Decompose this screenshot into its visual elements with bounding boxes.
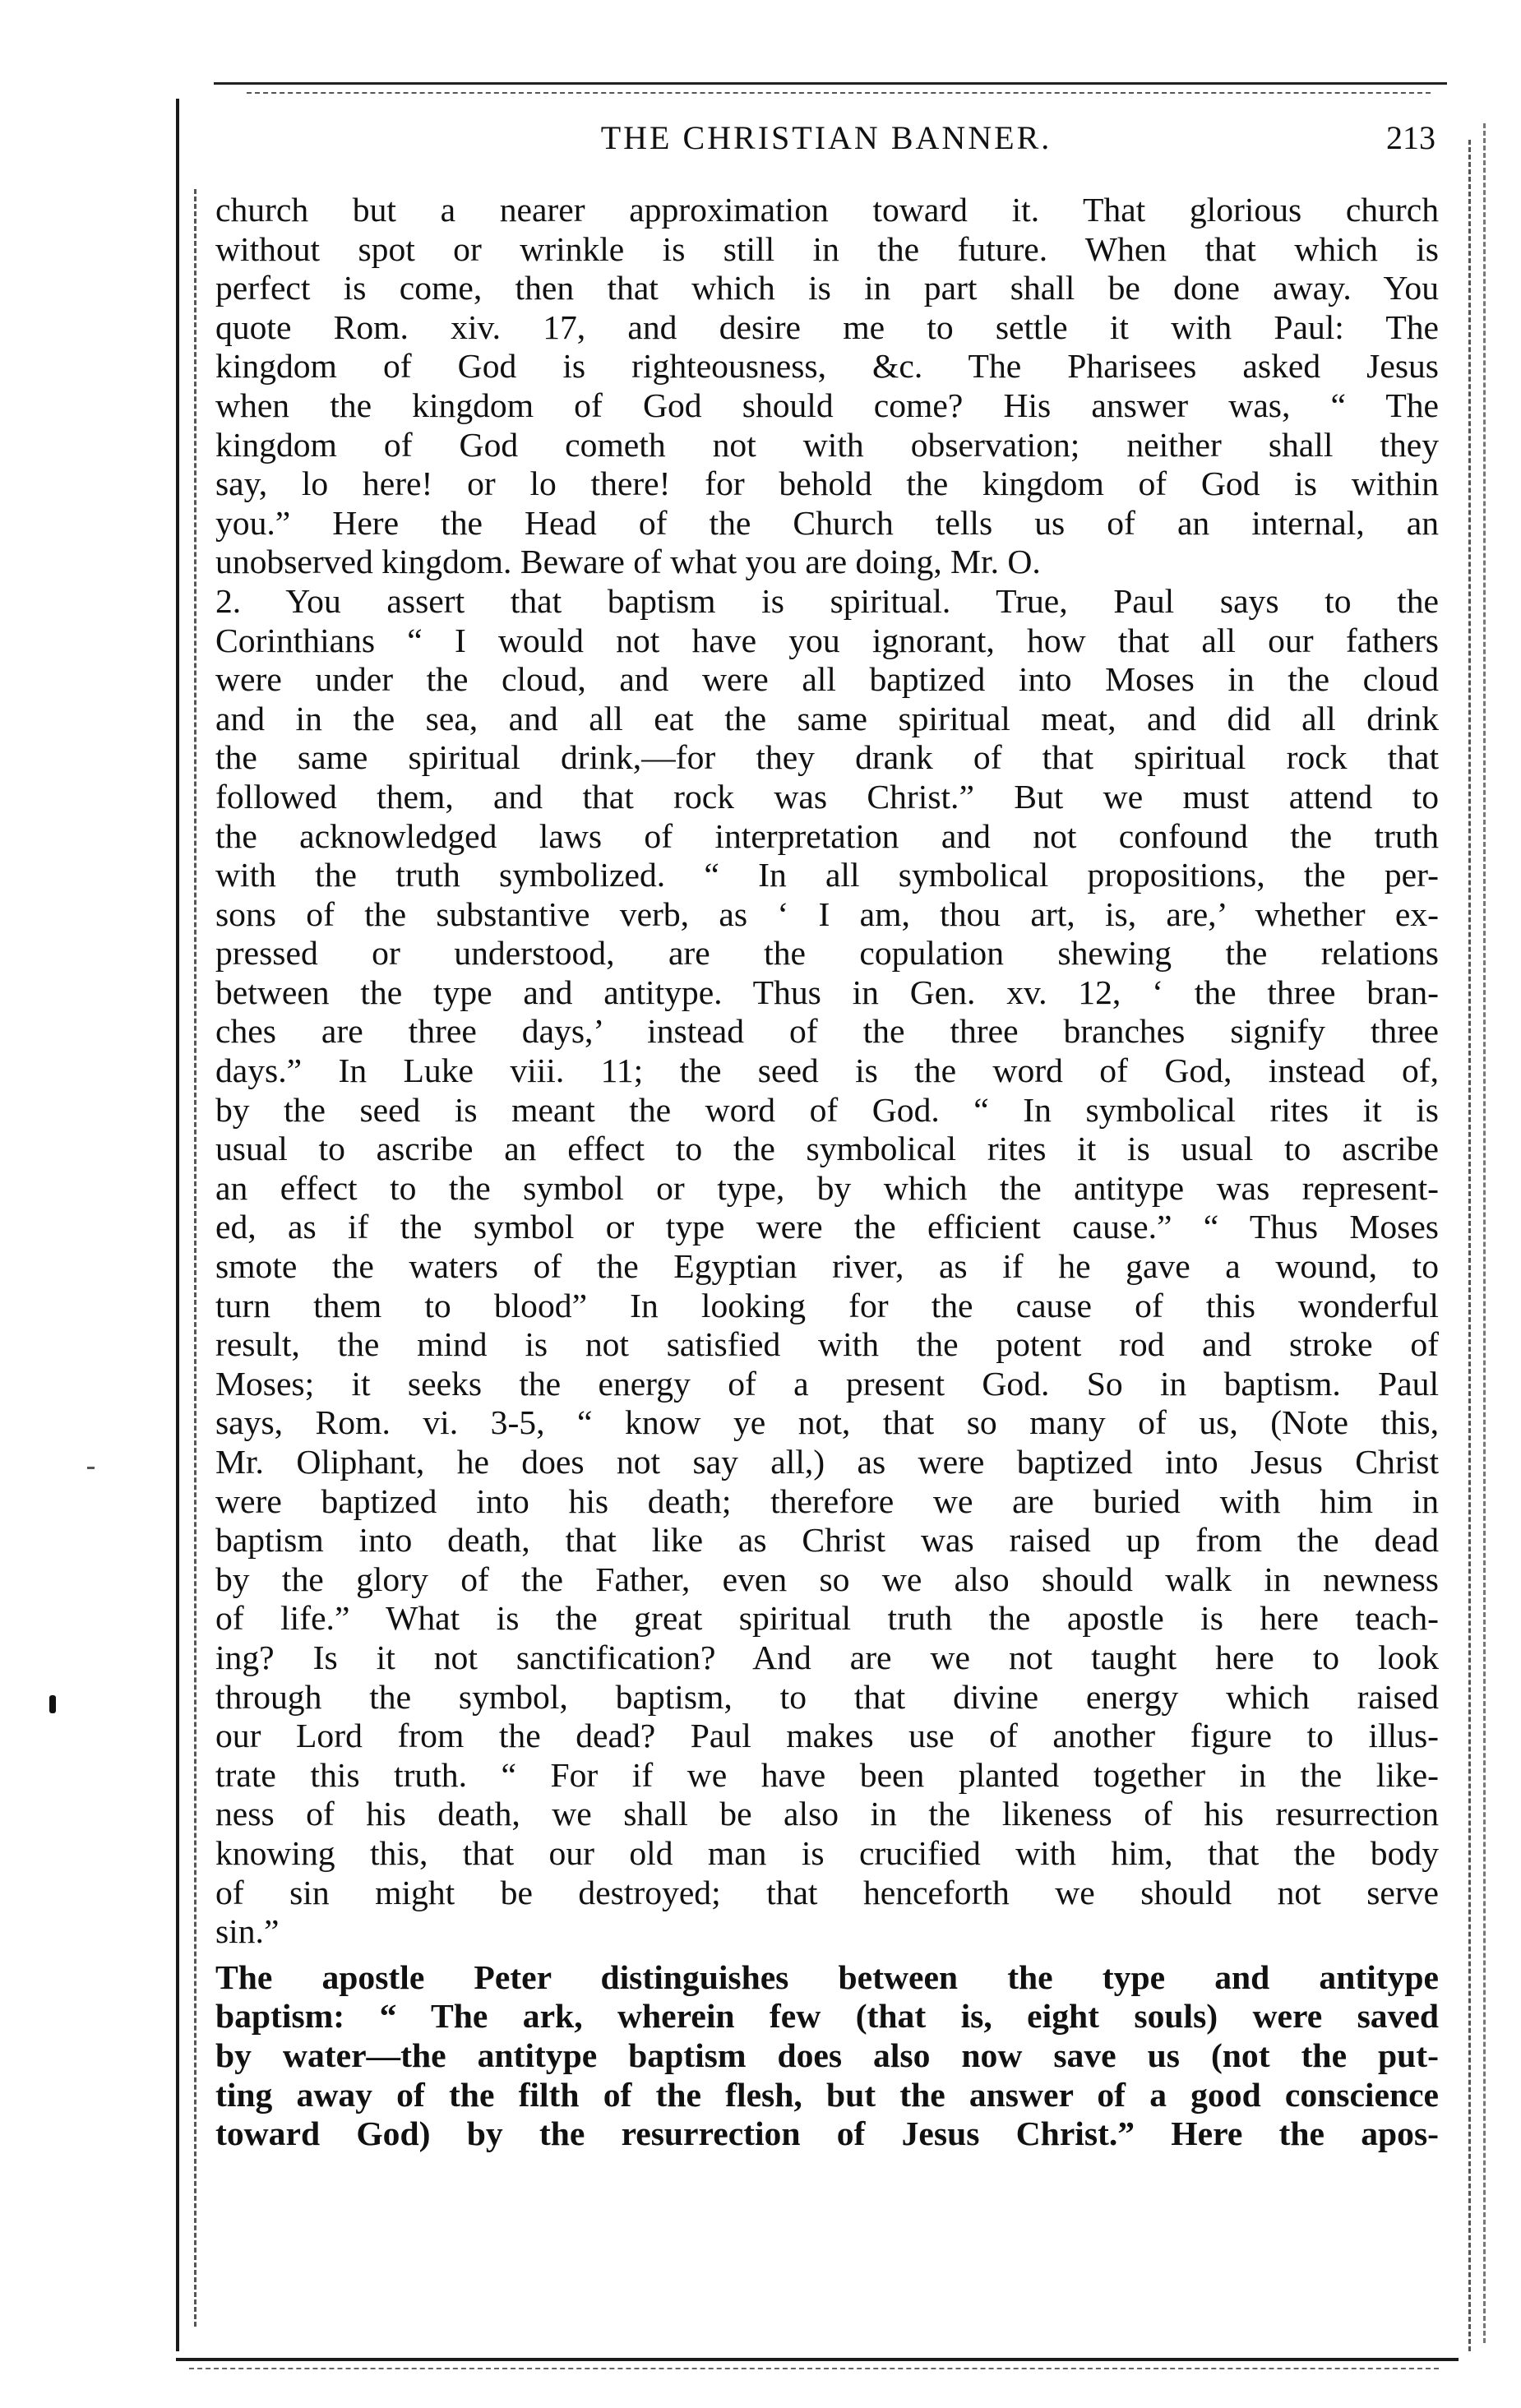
text-line: usual to ascribe an effect to the symbolical rites it is usual to ascribe	[215, 1130, 1439, 1168]
text-line: ches are three days,’ instead of the three branches signify three	[215, 1012, 1439, 1051]
text-line: were baptized into his death; therefore we are buried with him in	[215, 1481, 1439, 1520]
text-line: turn them to blood” In looking for the cause of this wonderful	[215, 1286, 1439, 1324]
text-line: Moses; it seeks the energy of a present God. So in baptism. Paul	[215, 1364, 1439, 1403]
text-line: unobserved kingdom. Beware of what you are doing, Mr. O.	[215, 543, 1041, 581]
text-line: of life.” What is the great spiritual truth the apostle is here teach-	[215, 1599, 1439, 1638]
text-line: knowing this, that our old man is crucified with him, that the body	[215, 1833, 1439, 1872]
text-line: ed, as if the symbol or type were the efficient cause.” “ Thus Moses	[215, 1208, 1439, 1246]
text-line: say, lo here! or lo there! for behold the kingdom of God is within	[215, 464, 1439, 503]
text-line: 2. You assert that baptism is spiritual. True, Paul says to the	[215, 581, 1439, 620]
left-border-line	[176, 99, 179, 2351]
text-line: between the type and antitype. Thus in Gen. xv. 12, ‘ the three bran-	[215, 973, 1439, 1011]
text-line: pressed or understood, are the copulation shewing the relations	[215, 934, 1439, 973]
text-line: sons of the substantive verb, as ‘ I am, thou art, is, are,’ whether ex-	[215, 894, 1439, 933]
text-line: baptism into death, that like as Christ was raised up from the dead	[215, 1521, 1439, 1560]
text-line: toward God) by the resurrection of Jesus Christ.” Here the apos-	[215, 2115, 1439, 2153]
running-header	[206, 113, 1447, 163]
page-number: 213	[1386, 119, 1435, 156]
text-line: by the seed is meant the word of God. “ In symbolical rites it is	[215, 1090, 1439, 1129]
text-line: ness of his death, we shall be also in the likeness of his resurrection	[215, 1795, 1439, 1833]
text-line: quote Rom. xiv. 17, and desire me to settle it with Paul: The	[215, 307, 1439, 346]
text-line: kingdom of God cometh not with observation; neither shall they	[215, 425, 1439, 464]
top-rule-dashed	[247, 92, 1431, 95]
text-line: without spot or wrinkle is still in the future. When that which is	[215, 229, 1439, 268]
margin-ink-dot	[87, 1467, 95, 1469]
article-body	[215, 191, 1439, 2154]
text-line: days.” In Luke viii. 11; the seed is the word of God, instead of,	[215, 1051, 1439, 1090]
text-line: when the kingdom of God should come? His answer was, “ The	[215, 386, 1439, 424]
text-line: result, the mind is not satisfied with the potent rod and stroke of	[215, 1325, 1439, 1364]
text-line: says, Rom. vi. 3-5, “ know ye not, that so many of us, (Note this,	[215, 1403, 1439, 1442]
margin-ink-mark	[49, 1695, 56, 1713]
right-border-outer-line	[1483, 123, 1486, 2343]
right-border-dashed-line	[1468, 140, 1471, 2351]
text-line: church but a nearer approximation toward it. That glorious church	[215, 191, 1439, 229]
text-line: perfect is come, then that which is in part shall be done away. You	[215, 269, 1439, 307]
top-rule	[214, 82, 1447, 85]
bottom-rule-dashed	[189, 2368, 1439, 2369]
text-line: and in the sea, and all eat the same spiritual meat, and did all drink	[215, 699, 1439, 737]
text-line: ting away of the filth of the flesh, but the answer of a good conscience	[215, 2075, 1439, 2114]
text-line: trate this truth. “ For if we have been planted together in the like-	[215, 1755, 1439, 1794]
text-line: ing? Is it not sanctification? And are we not taught here to look	[215, 1638, 1439, 1676]
text-line: kingdom of God is righteousness, &c. The Pharisees asked Jesus	[215, 347, 1439, 386]
text-line: were under the cloud, and were all baptized into Moses in the cloud	[215, 660, 1439, 699]
text-line: Mr. Oliphant, he does not say all,) as were baptized into Jesus Christ	[215, 1443, 1439, 1481]
text-line: our Lord from the dead? Paul makes use of another figure to illus-	[215, 1717, 1439, 1755]
text-line: Corinthians “ I would not have you ignorant, how that all our fathers	[215, 621, 1439, 659]
text-line: by the glory of the Father, even so we also should walk in newness	[215, 1560, 1439, 1598]
text-line: sin.”	[215, 1912, 280, 1951]
left-border-dashed-line	[194, 189, 196, 2327]
bottom-rule	[176, 2358, 1459, 2361]
text-line: you.” Here the Head of the Church tells us of an internal, an	[215, 503, 1439, 542]
text-line: by water—the antitype baptism does also now save us (not the put-	[215, 2036, 1439, 2074]
text-line: through the symbol, baptism, to that divine energy which raised	[215, 1677, 1439, 1716]
text-line: with the truth symbolized. “ In all symbolical propositions, the per-	[215, 856, 1439, 894]
text-line: smote the waters of the Egyptian river, as if he gave a wound, to	[215, 1247, 1439, 1286]
page-title: THE CHRISTIAN BANNER.	[600, 119, 1052, 156]
text-line: followed them, and that rock was Christ.” But we must attend to	[215, 777, 1439, 816]
text-line: baptism: “ The ark, wherein few (that is, eight souls) were saved	[215, 1997, 1439, 2036]
text-line: an effect to the symbol or type, by which the antitype was represent-	[215, 1168, 1439, 1207]
text-line: the acknowledged laws of interpretation and not confound the truth	[215, 816, 1439, 855]
text-line: of sin might be destroyed; that henceforth we should not serve	[215, 1873, 1439, 1911]
text-line: the same spiritual drink,—for they drank of that spiritual rock that	[215, 738, 1439, 777]
text-line: The apostle Peter distinguishes between the type and antitype	[215, 1957, 1439, 1996]
